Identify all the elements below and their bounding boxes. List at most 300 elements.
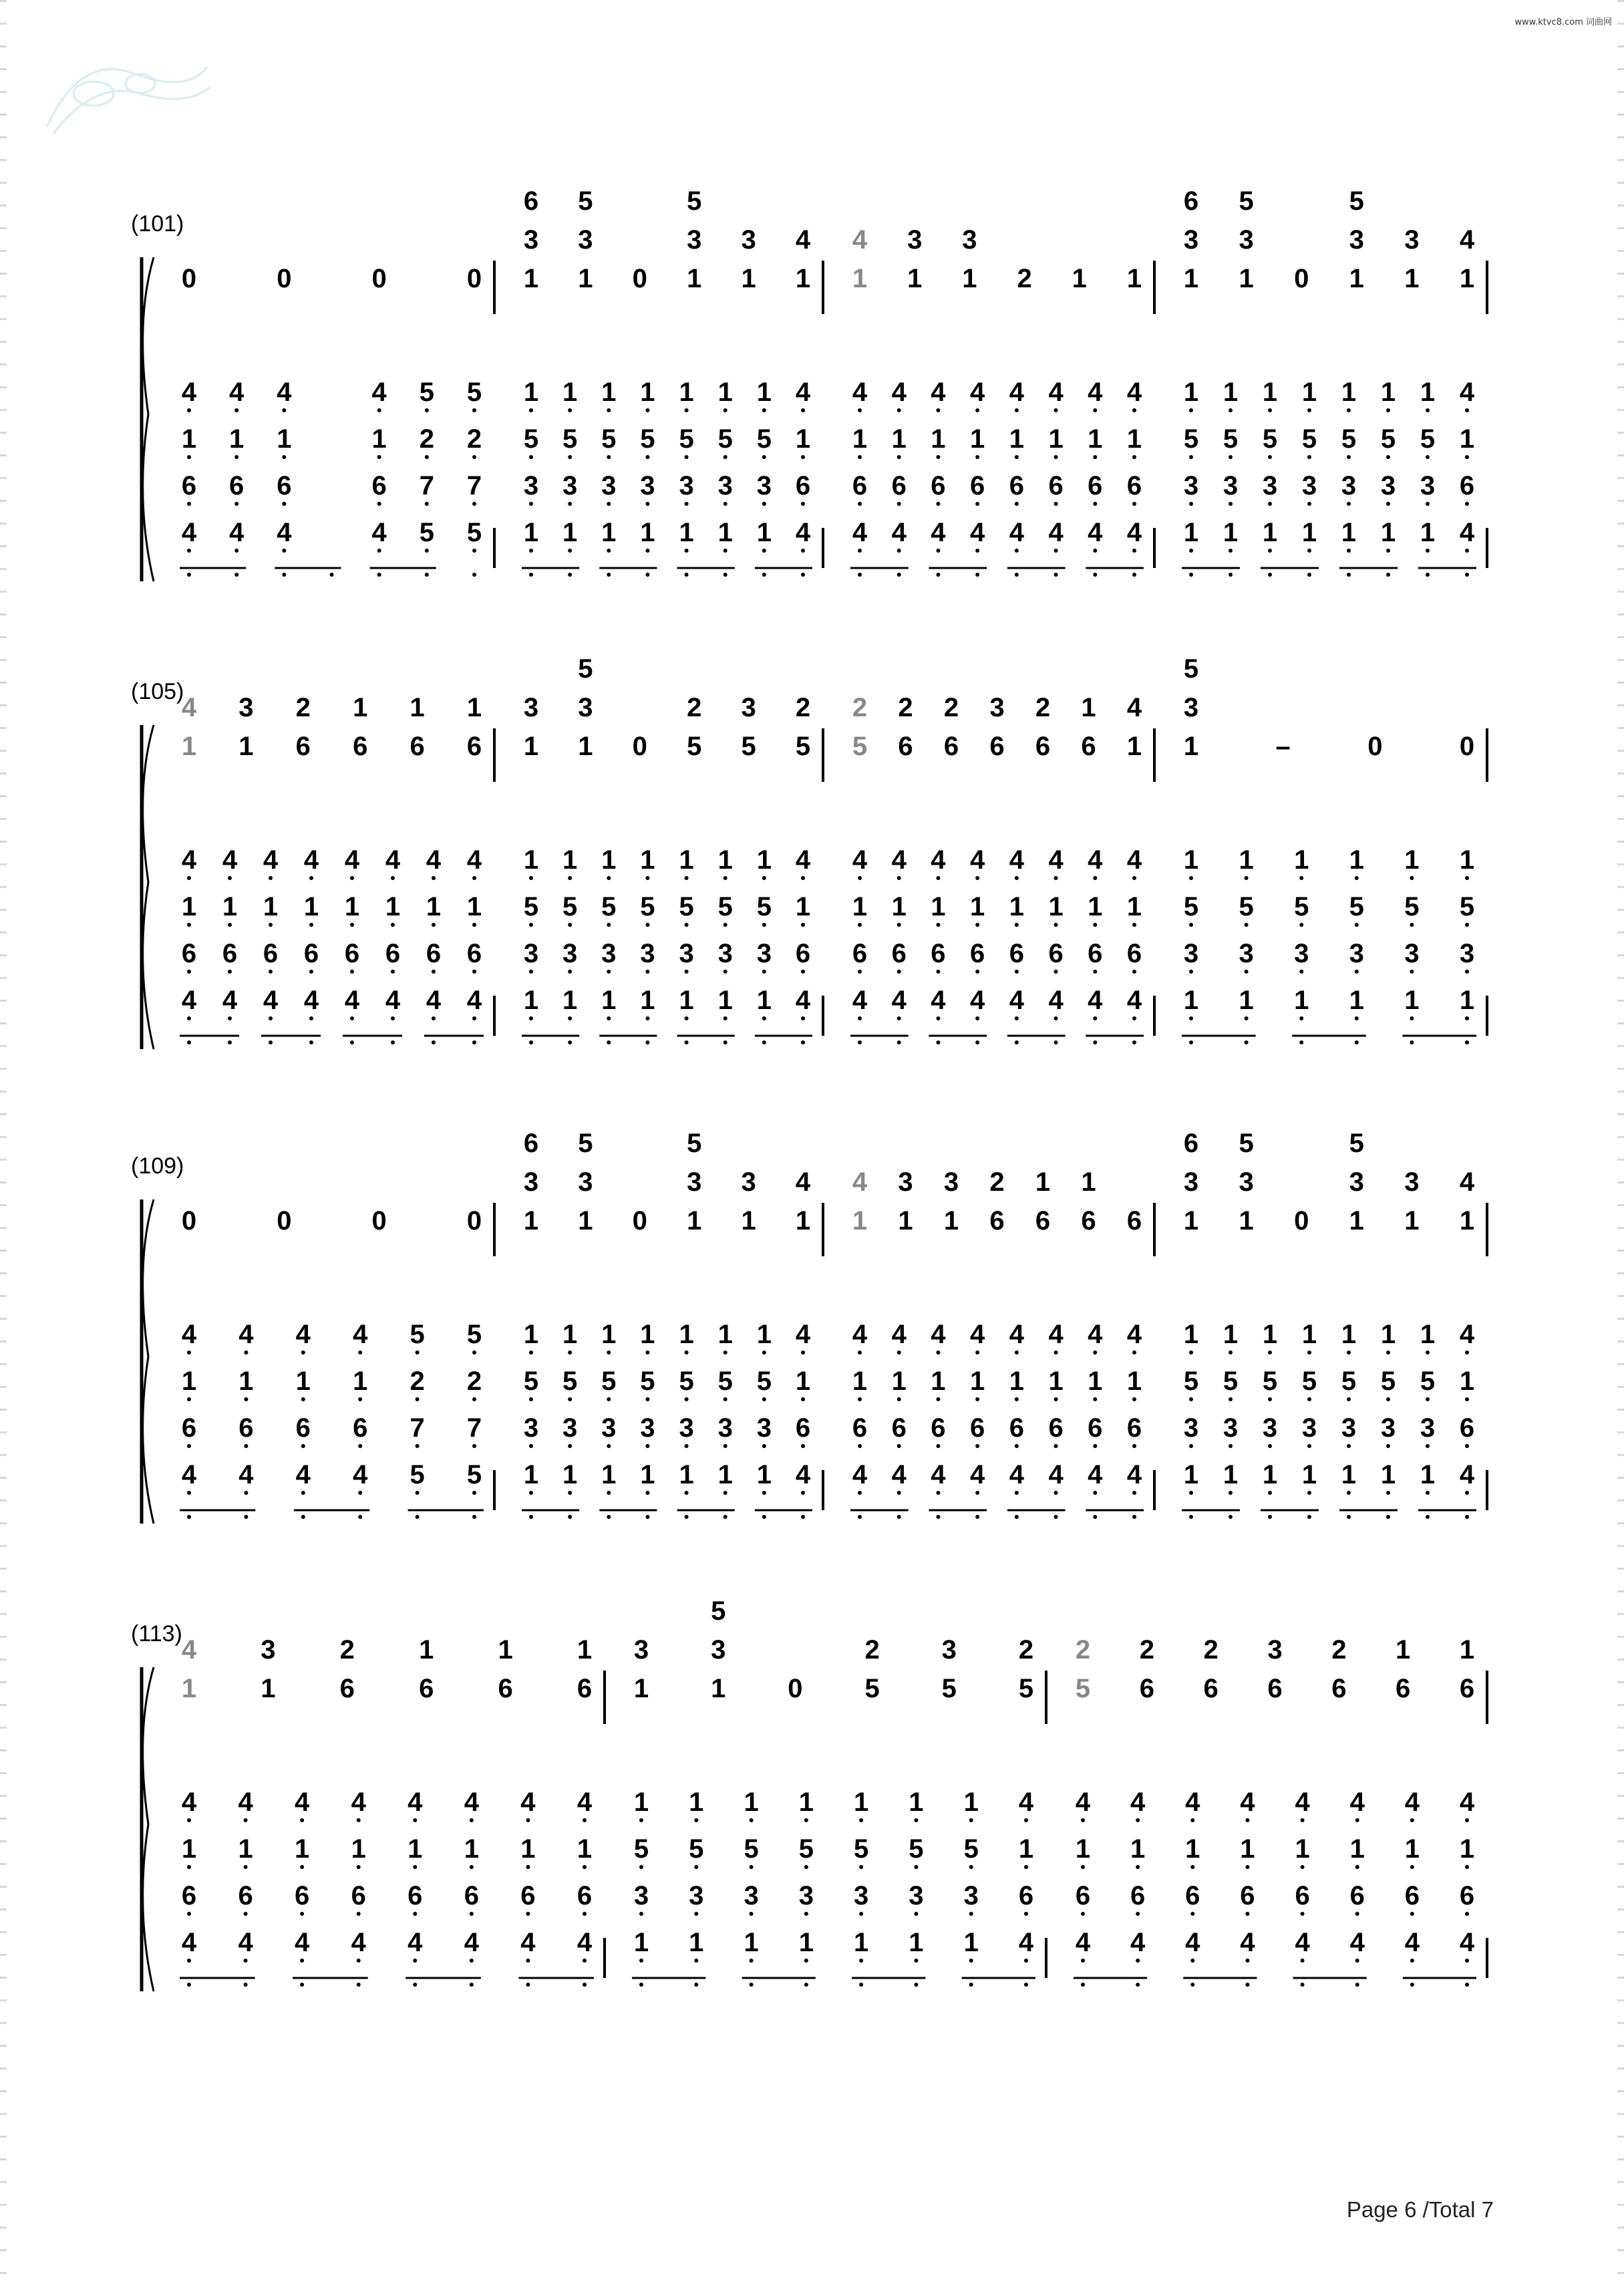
treble-note: 1 <box>523 1206 539 1236</box>
octave-dot <box>234 573 238 577</box>
octave-dot <box>801 549 805 553</box>
bass-note: 1 <box>756 1320 772 1349</box>
bass-note: 3 <box>1341 471 1357 501</box>
octave-dot <box>1081 1818 1085 1822</box>
octave-dot <box>568 923 572 927</box>
octave-dot <box>244 1865 248 1869</box>
bass-note: 1 <box>1048 892 1064 921</box>
bass-note: 1 <box>1459 845 1475 875</box>
octave-dot <box>244 1959 248 1963</box>
octave-dot <box>1410 1818 1414 1822</box>
bass-note: 1 <box>1183 986 1199 1015</box>
octave-dot <box>645 923 649 927</box>
bass-note: 1 <box>601 1460 617 1489</box>
octave-dot <box>472 1444 476 1448</box>
octave-dot <box>1386 1350 1390 1354</box>
octave-dot <box>1386 455 1390 459</box>
octave-dot <box>607 1397 611 1401</box>
treble-note: 1 <box>466 693 482 722</box>
octave-dot <box>762 408 766 412</box>
treble-note: 0 <box>371 264 387 293</box>
bass-note: 4 <box>891 518 907 547</box>
bass-note: 4 <box>577 1788 593 1817</box>
bass-note: 4 <box>852 378 868 407</box>
bass-note: 7 <box>410 1413 425 1443</box>
bass-note: 4 <box>181 986 197 1015</box>
octave-dot <box>1132 573 1136 577</box>
system-number: (105) <box>131 679 184 704</box>
octave-dot <box>1426 1491 1430 1495</box>
bass-note: 4 <box>1126 518 1142 547</box>
octave-dot <box>607 1350 611 1354</box>
bass-note: 1 <box>1183 378 1199 407</box>
treble-note: 0 <box>632 264 647 293</box>
octave-dot <box>762 1016 766 1020</box>
octave-dot <box>1189 1515 1193 1519</box>
bass-note: 6 <box>852 471 868 501</box>
treble-note: 5 <box>1075 1674 1091 1703</box>
bass-note: 7 <box>466 1413 482 1443</box>
treble-note: 2 <box>1017 264 1032 293</box>
bass-note: 1 <box>795 424 811 454</box>
bass-note: 1 <box>1380 378 1396 407</box>
octave-dot <box>936 876 940 880</box>
octave-dot <box>723 876 727 880</box>
bass-note: 4 <box>795 1460 811 1489</box>
treble-note: 3 <box>238 693 254 722</box>
octave-dot <box>1347 549 1351 553</box>
treble-note: 3 <box>1404 225 1420 255</box>
octave-dot <box>1024 1959 1028 1963</box>
treble-note: – <box>1275 732 1291 761</box>
bass-note: 3 <box>1183 471 1199 501</box>
octave-dot <box>309 970 313 974</box>
octave-dot <box>1347 1350 1351 1354</box>
octave-dot <box>1024 1983 1028 1987</box>
octave-dot <box>228 1040 232 1044</box>
octave-dot <box>936 1444 940 1448</box>
bass-note: 4 <box>931 518 946 547</box>
octave-dot <box>607 1016 611 1020</box>
octave-dot <box>413 1818 417 1822</box>
bass-note: 4 <box>181 1928 197 1957</box>
octave-dot <box>1245 1016 1249 1020</box>
bass-note: 1 <box>601 986 617 1015</box>
bass-note: 4 <box>852 518 868 547</box>
treble-note: 1 <box>1459 1635 1475 1665</box>
bass-note: 3 <box>1262 471 1278 501</box>
treble-note: 1 <box>181 732 197 761</box>
octave-dot <box>1347 502 1351 506</box>
octave-dot <box>897 573 901 577</box>
octave-dot <box>1093 1515 1097 1519</box>
bass-note: 1 <box>717 378 733 407</box>
bass-note: 6 <box>970 1413 985 1443</box>
octave-dot <box>607 502 611 506</box>
bass-note: 4 <box>408 1788 423 1817</box>
treble-note: 6 <box>1203 1674 1219 1703</box>
treble-note: 2 <box>1331 1635 1347 1665</box>
octave-dot <box>234 549 238 553</box>
bass-note: 1 <box>640 845 655 875</box>
octave-dot <box>350 970 354 974</box>
octave-dot <box>529 1040 533 1044</box>
octave-dot <box>1347 1397 1351 1401</box>
bass-note: 6 <box>408 1881 423 1910</box>
bass-note: 4 <box>1240 1928 1255 1957</box>
bass-note: 1 <box>520 1834 536 1864</box>
bass-note: 1 <box>426 892 442 921</box>
bass-note: 1 <box>689 1788 704 1817</box>
treble-note: 0 <box>181 264 197 293</box>
treble-note: 5 <box>864 1674 880 1703</box>
bass-note: 4 <box>891 986 907 1015</box>
octave-dot <box>607 1515 611 1519</box>
octave-dot <box>416 1444 420 1448</box>
bass-note: 6 <box>1126 939 1142 968</box>
octave-dot <box>694 1865 698 1869</box>
octave-dot <box>1015 923 1019 927</box>
treble-note: 2 <box>339 1635 355 1665</box>
bass-note: 1 <box>601 1320 617 1349</box>
bass-note: 1 <box>1239 845 1254 875</box>
bass-note: 3 <box>1183 939 1199 968</box>
bass-note: 4 <box>181 378 197 407</box>
bass-note: 4 <box>931 1320 946 1349</box>
treble-note: 6 <box>1081 1206 1096 1236</box>
octave-dot <box>1015 502 1019 506</box>
treble-note: 3 <box>711 1635 726 1665</box>
octave-dot <box>762 502 766 506</box>
octave-dot <box>1465 1515 1469 1519</box>
bass-note: 1 <box>1459 986 1475 1015</box>
octave-dot <box>723 1397 727 1401</box>
bass-note: 1 <box>931 1367 946 1396</box>
treble-note: 1 <box>1183 264 1199 293</box>
bass-note: 6 <box>795 471 811 501</box>
bass-note: 1 <box>679 1320 694 1349</box>
treble-note: 1 <box>577 1635 593 1665</box>
octave-dot <box>975 408 979 412</box>
octave-dot <box>1132 923 1136 927</box>
octave-dot <box>975 573 979 577</box>
treble-note: 4 <box>1126 693 1142 722</box>
treble-note: 6 <box>577 1674 593 1703</box>
bass-note: 4 <box>1088 518 1103 547</box>
bass-note: 3 <box>523 1413 539 1443</box>
treble-note: 5 <box>1183 654 1199 684</box>
octave-dot <box>1426 455 1430 459</box>
octave-dot <box>1465 923 1469 927</box>
bass-note: 3 <box>717 939 733 968</box>
octave-dot <box>1229 549 1233 553</box>
octave-dot <box>645 549 649 553</box>
treble-note: 2 <box>1139 1635 1154 1665</box>
treble-note: 5 <box>795 732 811 761</box>
octave-dot <box>244 1983 248 1987</box>
bass-note: 6 <box>371 471 387 501</box>
octave-dot <box>1268 573 1272 577</box>
octave-dot <box>1268 1350 1272 1354</box>
bass-note: 1 <box>1126 424 1142 454</box>
octave-dot <box>607 876 611 880</box>
octave-dot <box>1355 1912 1359 1916</box>
bass-note: 2 <box>410 1367 425 1396</box>
octave-dot <box>416 1515 420 1519</box>
octave-dot <box>1132 876 1136 880</box>
treble-note: 1 <box>1072 264 1087 293</box>
bass-note: 6 <box>891 939 907 968</box>
octave-dot <box>1015 1040 1019 1044</box>
octave-dot <box>1132 970 1136 974</box>
bass-note: 4 <box>277 518 292 547</box>
bass-note: 4 <box>1349 1788 1365 1817</box>
bass-note: 6 <box>1295 1881 1310 1910</box>
bass-note: 1 <box>1223 378 1239 407</box>
octave-dot <box>1054 408 1058 412</box>
bass-note: 1 <box>1301 378 1317 407</box>
bass-note: 1 <box>679 518 694 547</box>
octave-dot <box>607 573 611 577</box>
octave-dot <box>914 1912 918 1916</box>
octave-dot <box>762 1350 766 1354</box>
bass-note: 1 <box>371 424 387 454</box>
octave-dot <box>234 502 238 506</box>
bass-note: 1 <box>640 378 655 407</box>
treble-note: 3 <box>523 225 539 255</box>
treble-note: 3 <box>1239 225 1254 255</box>
octave-dot <box>244 1444 248 1448</box>
bass-note: 5 <box>756 1367 772 1396</box>
octave-dot <box>1093 1016 1097 1020</box>
octave-dot <box>1410 1959 1414 1963</box>
octave-dot <box>1386 1444 1390 1448</box>
octave-dot <box>234 455 238 459</box>
bass-note: 5 <box>1341 1367 1357 1396</box>
bass-note: 6 <box>852 1413 868 1443</box>
bass-note: 4 <box>1048 845 1064 875</box>
octave-dot <box>801 1515 805 1519</box>
treble-note: 0 <box>277 1206 292 1236</box>
treble-note: 1 <box>523 732 539 761</box>
octave-dot <box>1245 876 1249 880</box>
bass-note: 6 <box>1009 471 1024 501</box>
bass-note: 1 <box>1183 518 1199 547</box>
bass-note: 6 <box>1088 1413 1103 1443</box>
bass-note: 3 <box>1420 1413 1436 1443</box>
treble-note: 1 <box>578 1206 593 1236</box>
octave-dot <box>750 1959 754 1963</box>
octave-dot <box>568 1397 572 1401</box>
bass-note: 1 <box>464 1834 479 1864</box>
octave-dot <box>529 1350 533 1354</box>
octave-dot <box>187 455 191 459</box>
treble-note: 1 <box>741 1206 756 1236</box>
octave-dot <box>1307 1444 1311 1448</box>
bass-note: 4 <box>295 1928 310 1957</box>
octave-dot <box>723 1350 727 1354</box>
bass-note: 4 <box>1088 986 1103 1015</box>
octave-dot <box>1386 549 1390 553</box>
bass-note: 3 <box>756 1413 772 1443</box>
bass-note: 1 <box>1380 1460 1396 1489</box>
bass-note: 4 <box>303 986 319 1015</box>
octave-dot <box>1268 549 1272 553</box>
bass-note: 1 <box>181 1367 197 1396</box>
octave-dot <box>425 502 429 506</box>
octave-dot <box>1465 1040 1469 1044</box>
bass-note: 5 <box>1262 1367 1278 1396</box>
treble-note: 1 <box>943 1206 959 1236</box>
bass-note: 1 <box>852 1367 868 1396</box>
octave-dot <box>859 1959 863 1963</box>
octave-dot <box>244 1818 248 1822</box>
octave-dot <box>1189 1040 1193 1044</box>
octave-dot <box>969 1912 973 1916</box>
octave-dot <box>1307 549 1311 553</box>
bass-note: 3 <box>909 1881 924 1910</box>
octave-dot <box>187 1912 191 1916</box>
treble-note: 1 <box>687 1206 702 1236</box>
treble-note: 6 <box>1139 1674 1154 1703</box>
bass-note: 4 <box>1459 1928 1475 1957</box>
bass-note: 1 <box>633 1928 649 1957</box>
octave-dot <box>801 970 805 974</box>
treble-note: 3 <box>578 693 593 722</box>
octave-dot <box>568 549 572 553</box>
octave-dot <box>357 1912 361 1916</box>
octave-dot <box>1245 1865 1249 1869</box>
octave-dot <box>1015 1397 1019 1401</box>
bass-note: 6 <box>577 1881 593 1910</box>
octave-dot <box>1347 1515 1351 1519</box>
octave-dot <box>685 1397 689 1401</box>
bass-note: 5 <box>1404 892 1420 921</box>
bass-note: 4 <box>891 378 907 407</box>
octave-dot <box>1081 1959 1085 1963</box>
bass-note: 5 <box>523 424 539 454</box>
octave-dot <box>1093 923 1097 927</box>
bass-note: 6 <box>466 939 482 968</box>
treble-note: 6 <box>1035 1206 1051 1236</box>
octave-dot <box>269 1040 273 1044</box>
bass-note: 6 <box>181 1413 197 1443</box>
octave-dot <box>645 970 649 974</box>
bass-note: 5 <box>1223 424 1239 454</box>
bass-note: 4 <box>852 845 868 875</box>
bass-note: 6 <box>1459 471 1475 501</box>
octave-dot <box>685 1515 689 1519</box>
bass-note: 1 <box>679 986 694 1015</box>
octave-dot <box>432 1016 436 1020</box>
bass-note: 1 <box>640 518 655 547</box>
treble-note: 0 <box>277 264 292 293</box>
octave-dot <box>804 1818 808 1822</box>
octave-dot <box>1189 1444 1193 1448</box>
octave-dot <box>762 549 766 553</box>
bass-note: 1 <box>408 1834 423 1864</box>
treble-note: 3 <box>1183 1167 1199 1197</box>
bass-note: 4 <box>238 1320 254 1349</box>
octave-dot <box>936 1040 940 1044</box>
octave-dot <box>301 1350 305 1354</box>
octave-dot <box>897 1491 901 1495</box>
octave-dot <box>694 1912 698 1916</box>
treble-note: 1 <box>898 1206 913 1236</box>
bass-note: 5 <box>679 424 694 454</box>
octave-dot <box>762 573 766 577</box>
octave-dot <box>300 1912 304 1916</box>
bass-note: 4 <box>795 518 811 547</box>
octave-dot <box>187 1040 191 1044</box>
octave-dot <box>975 1397 979 1401</box>
bass-note: 1 <box>181 892 197 921</box>
octave-dot <box>975 1350 979 1354</box>
bass-note: 4 <box>1459 1460 1475 1489</box>
bass-note: 1 <box>353 1367 368 1396</box>
bass-note: 4 <box>795 378 811 407</box>
octave-dot <box>801 1491 805 1495</box>
bass-note: 6 <box>1240 1881 1255 1910</box>
octave-dot <box>639 1912 643 1916</box>
bass-note: 4 <box>295 1788 310 1817</box>
octave-dot <box>762 970 766 974</box>
treble-note: 1 <box>795 264 811 293</box>
bass-note: 3 <box>1262 1413 1278 1443</box>
bass-note: 4 <box>181 1788 197 1817</box>
bass-note: 1 <box>1088 1367 1103 1396</box>
octave-dot <box>685 573 689 577</box>
octave-dot <box>1301 1959 1305 1963</box>
bass-note: 4 <box>1009 1460 1024 1489</box>
bass-note: 4 <box>229 518 245 547</box>
bass-note: 1 <box>1009 1367 1024 1396</box>
bass-note: 1 <box>344 892 360 921</box>
bass-note: 6 <box>238 1413 254 1443</box>
bass-note: 1 <box>756 1460 772 1489</box>
octave-dot <box>187 408 191 412</box>
bass-note: 4 <box>353 1460 368 1489</box>
bass-note: 3 <box>523 939 539 968</box>
octave-dot <box>936 1491 940 1495</box>
bass-note: 4 <box>295 1460 311 1489</box>
octave-dot <box>1015 876 1019 880</box>
octave-dot <box>1190 1865 1194 1869</box>
bass-note: 5 <box>756 424 772 454</box>
bass-note: 6 <box>426 939 442 968</box>
octave-dot <box>1132 1350 1136 1354</box>
octave-dot <box>568 502 572 506</box>
treble-note: 6 <box>419 1674 434 1703</box>
treble-note: 6 <box>1267 1674 1283 1703</box>
octave-dot <box>762 455 766 459</box>
treble-note: 2 <box>1075 1635 1091 1665</box>
octave-dot <box>1189 502 1193 506</box>
bass-note: 4 <box>1459 1788 1475 1817</box>
bass-note: 5 <box>1459 892 1475 921</box>
octave-dot <box>762 1444 766 1448</box>
treble-note: 4 <box>852 1167 868 1197</box>
bass-note: 4 <box>464 1788 479 1817</box>
octave-dot <box>526 1959 530 1963</box>
bass-note: 1 <box>1262 1460 1278 1489</box>
octave-dot <box>1054 455 1058 459</box>
treble-note: 1 <box>1459 264 1475 293</box>
octave-dot <box>1081 1912 1085 1916</box>
octave-dot <box>1307 573 1311 577</box>
bass-note: 4 <box>263 986 279 1015</box>
system-number: (113) <box>131 1621 182 1647</box>
